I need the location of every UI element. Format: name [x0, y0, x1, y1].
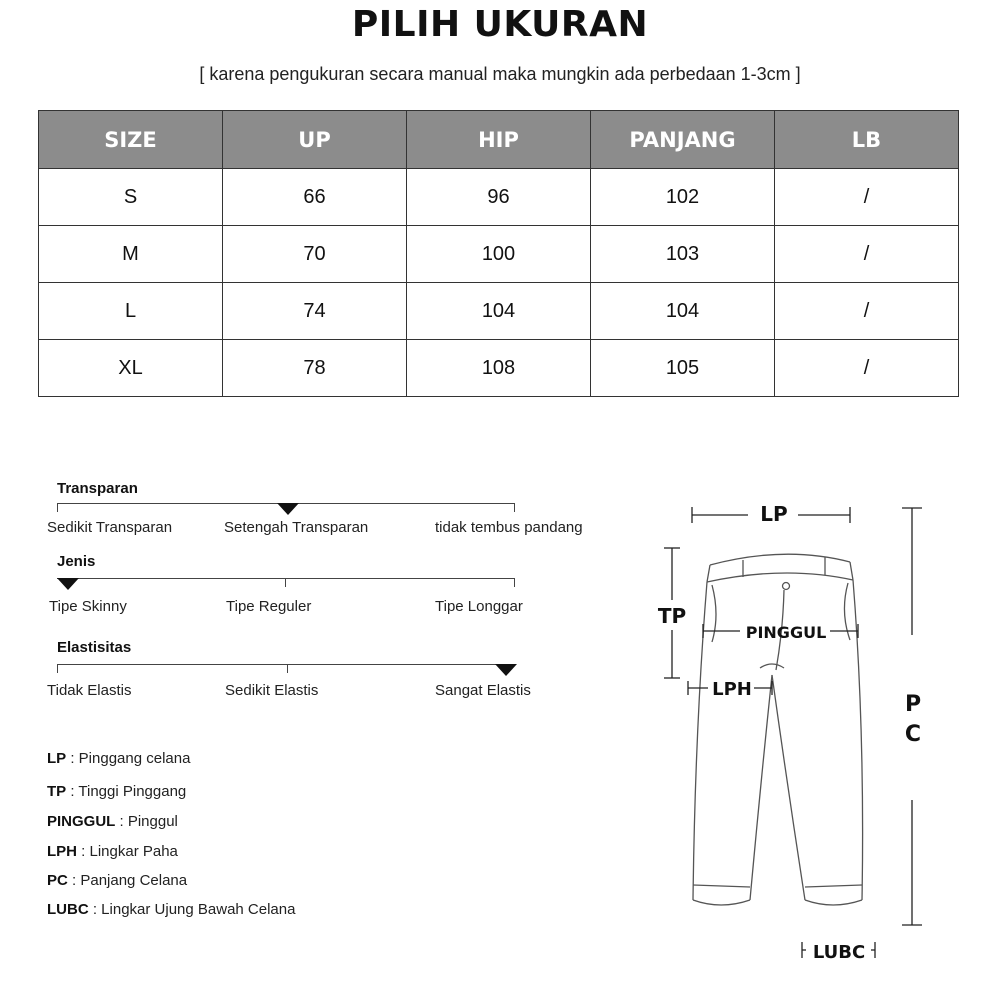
button-icon: [783, 583, 790, 590]
scale-label: Tipe Skinny: [49, 598, 127, 615]
table-cell: 100: [407, 226, 591, 283]
pants-diagram: [600, 490, 1000, 970]
left-leg-inner: [750, 675, 772, 900]
label-pc-top: P: [904, 692, 922, 717]
table-cell: S: [39, 169, 223, 226]
table-cell: /: [775, 226, 959, 283]
column-header: UP: [223, 111, 407, 169]
scale-tick: [57, 503, 58, 512]
legend-item: PINGGUL : Pinggul: [47, 813, 178, 830]
label-pinggul: PINGGUL: [745, 623, 827, 642]
scale-label: Sedikit Transparan: [47, 519, 173, 536]
scale-marker-elastisitas: [495, 664, 517, 676]
table-cell: /: [775, 283, 959, 340]
column-header: HIP: [407, 111, 591, 169]
table-cell: XL: [39, 340, 223, 397]
scale-marker-jenis: [57, 578, 79, 590]
scale-label: Tipe Longgar: [435, 598, 523, 615]
scale-label: Sedikit Elastis: [225, 682, 319, 699]
table-cell: 105: [591, 340, 775, 397]
scale-label: Sangat Elastis: [435, 682, 531, 699]
table-cell: /: [775, 169, 959, 226]
table-header-row: [39, 111, 959, 169]
label-lubc: LUBC: [812, 942, 866, 963]
table-row: [39, 283, 959, 340]
scale-tick: [285, 578, 286, 587]
scale-label: Setengah Transparan: [224, 519, 369, 536]
table-row: [39, 226, 959, 283]
right-leg-inner: [772, 675, 805, 900]
table-row: [39, 169, 959, 226]
table-cell: L: [39, 283, 223, 340]
scale-title-jenis: Jenis: [57, 553, 96, 570]
legend-item: LPH : Lingkar Paha: [47, 843, 178, 860]
column-header: SIZE: [39, 111, 223, 169]
legend-item: LP : Pinggang celana: [47, 750, 191, 767]
scale-line-elastisitas: [57, 664, 515, 665]
scale-label: Tidak Elastis: [47, 682, 132, 699]
scale-tick: [287, 664, 288, 673]
scale-title-transparan: Transparan: [57, 480, 138, 497]
scale-title-elastisitas: Elastisitas: [57, 639, 132, 656]
column-header: LB: [775, 111, 959, 169]
table-cell: 78: [223, 340, 407, 397]
scale-marker-transparan: [277, 503, 299, 515]
waistband-top: [710, 554, 850, 565]
table-cell: 108: [407, 340, 591, 397]
table-cell: 104: [407, 283, 591, 340]
table-cell: M: [39, 226, 223, 283]
scale-tick: [514, 578, 515, 587]
table-cell: 66: [223, 169, 407, 226]
scale-label: Tipe Reguler: [226, 598, 312, 615]
label-pc-bottom: C: [904, 722, 922, 747]
table-cell: 103: [591, 226, 775, 283]
scale-tick: [57, 664, 58, 673]
table-cell: 102: [591, 169, 775, 226]
column-header: PANJANG: [591, 111, 775, 169]
scale-label: tidak tembus pandang: [435, 519, 583, 536]
left-leg-outer: [693, 582, 707, 900]
table-cell: 70: [223, 226, 407, 283]
table-cell: 74: [223, 283, 407, 340]
table-row: [39, 340, 959, 397]
scale-tick: [514, 503, 515, 512]
label-tp: TP: [657, 604, 687, 628]
legend-item: LUBC : Lingkar Ujung Bawah Celana: [47, 901, 296, 918]
measurement-note: [ karena pengukuran secara manual maka mungkin ada perbedaan 1-3cm ]: [199, 64, 801, 84]
page-title: PILIH UKURAN: [351, 4, 649, 45]
waistband-bottom: [707, 573, 853, 582]
table-cell: 104: [591, 283, 775, 340]
table-cell: /: [775, 340, 959, 397]
legend-item: PC : Panjang Celana: [47, 872, 188, 889]
table-cell: 96: [407, 169, 591, 226]
label-lp: LP: [760, 502, 788, 526]
legend-item: TP : Tinggi Pinggang: [47, 783, 187, 800]
size-table: [38, 110, 959, 397]
label-lph: LPH: [712, 679, 752, 700]
scale-line-jenis: [57, 578, 515, 579]
